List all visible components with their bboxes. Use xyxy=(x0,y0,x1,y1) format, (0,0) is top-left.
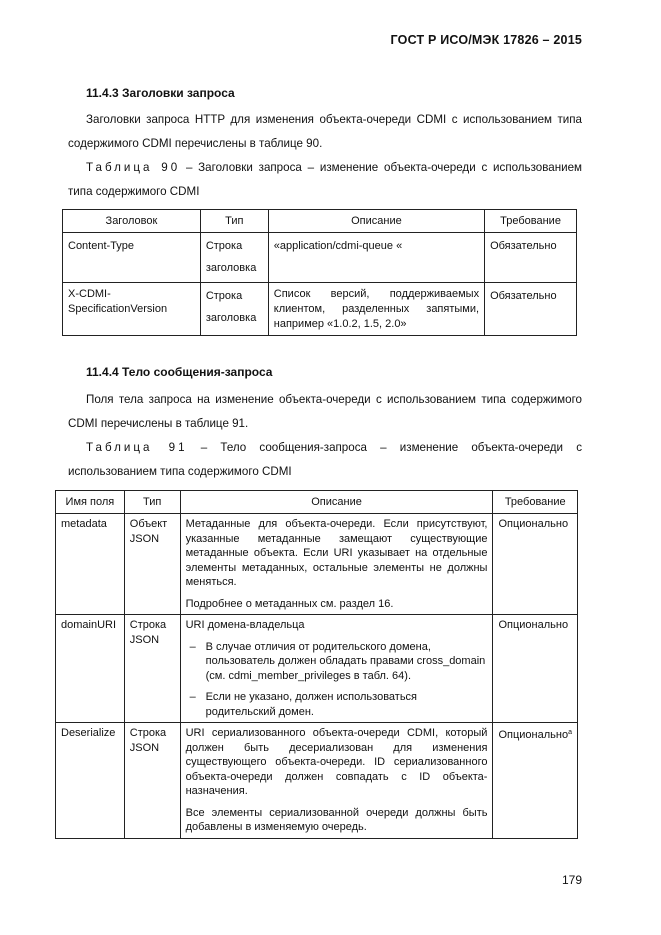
table-91 xyxy=(55,490,578,839)
column-header: Требование xyxy=(493,491,578,514)
section-title-11-4-3: 11.4.3 Заголовки запроса xyxy=(86,86,235,100)
table-90 xyxy=(62,209,577,336)
page-number: 179 xyxy=(561,873,582,887)
table-cell: Обязательно xyxy=(485,283,577,336)
field-type: Строка JSON xyxy=(124,723,180,839)
field-requirement: Опционально$^a$ xyxy=(493,723,578,839)
table-cell: Строка заголовка xyxy=(200,233,268,283)
table-caption: Таблица 91 – Тело сообщения-запроса – изменение объекта-очереди с использованием типа содержимого CDMI xyxy=(68,441,583,478)
table-cell: X-CDMI-SpecificationVersion xyxy=(63,283,201,336)
table-row xyxy=(56,514,578,615)
table-cell: Строка заголовка xyxy=(200,283,268,336)
column-header: Тип xyxy=(124,491,180,514)
field-description: Метаданные для объекта-очереди. Если присутствуют, указанные метаданные замещают существующие метаданные объекта. Если URI указывает на отдельные элементы метаданных, остальные элементы не должны меняться. Подробнее о метаданных см. раздел 16. xyxy=(180,514,493,615)
list-item: – В случае отличия от родительского домена, пользователь должен обладать правами cross_domain (см. cdmi_member_privileges в табл. 64). xyxy=(189,640,486,682)
field-description: URI сериализованного объекта-очереди CDMI, который должен быть десериализован для изменения существующего объекта-очереди. ID сериализованного объекта-очереди должен совпадать с ID объекта-назначения. Все элементы сериализованной очереди должны быть добавлены в изменяемую очередь. xyxy=(180,723,493,839)
page-header: ГОСТ Р ИСО/МЭК 17826 – 2015 xyxy=(390,33,582,47)
table-row xyxy=(63,283,577,336)
section-paragraph: Заголовки запроса HTTP для изменения объекта-очереди CDMI с использованием типа содержимого CDMI перечислены в таблице 90. xyxy=(68,113,582,150)
column-header: Имя поля xyxy=(56,491,125,514)
section-title-11-4-4: 11.4.4 Тело сообщения-запроса xyxy=(86,365,273,379)
column-header: Заголовок xyxy=(63,210,201,233)
field-description: URI домена-владельца – В случае отличия от родительского домена, пользователь должен обладать правами cross_domain (см. cdmi_member_privileges в табл. 64). – Если не указано, должен использоваться родительский домен. xyxy=(180,615,493,723)
field-name: Deserialize xyxy=(56,723,125,839)
table-row xyxy=(56,723,578,839)
field-requirement: Опционально xyxy=(493,615,578,723)
table-header-row xyxy=(56,491,578,514)
field-type: Объект JSON xyxy=(124,514,180,615)
table-header-row xyxy=(63,210,577,233)
section-paragraph: Поля тела запроса на изменение объекта-очереди с использованием типа содержимого CDMI перечислены в таблице 91. xyxy=(68,393,582,430)
table-cell: Список версий, поддерживаемых клиентом, разделенных запятыми, например «1.0.2, 1.5, 2.0» xyxy=(268,283,484,336)
footnote-marker: a xyxy=(568,729,572,736)
column-header: Тип xyxy=(200,210,268,233)
list-item: – Если не указано, должен использоваться родительский домен. xyxy=(189,691,418,718)
column-header: Описание xyxy=(268,210,484,233)
field-requirement: Опционально xyxy=(493,514,578,615)
column-header: Требование xyxy=(485,210,577,233)
table-cell: Content-Type xyxy=(63,233,201,283)
field-name: metadata xyxy=(56,514,125,615)
table-cell: «application/cdmi-queue « xyxy=(268,233,484,283)
table-cell: Обязательно xyxy=(485,233,577,283)
table-row xyxy=(63,233,577,283)
field-type: Строка JSON xyxy=(124,615,180,723)
field-name: domainURI xyxy=(56,615,125,723)
table-row xyxy=(56,615,578,723)
table-caption: Таблица 90 – Заголовки запроса – изменение объекта-очереди с использованием типа содержимого CDMI xyxy=(68,161,583,198)
column-header: Описание xyxy=(180,491,493,514)
